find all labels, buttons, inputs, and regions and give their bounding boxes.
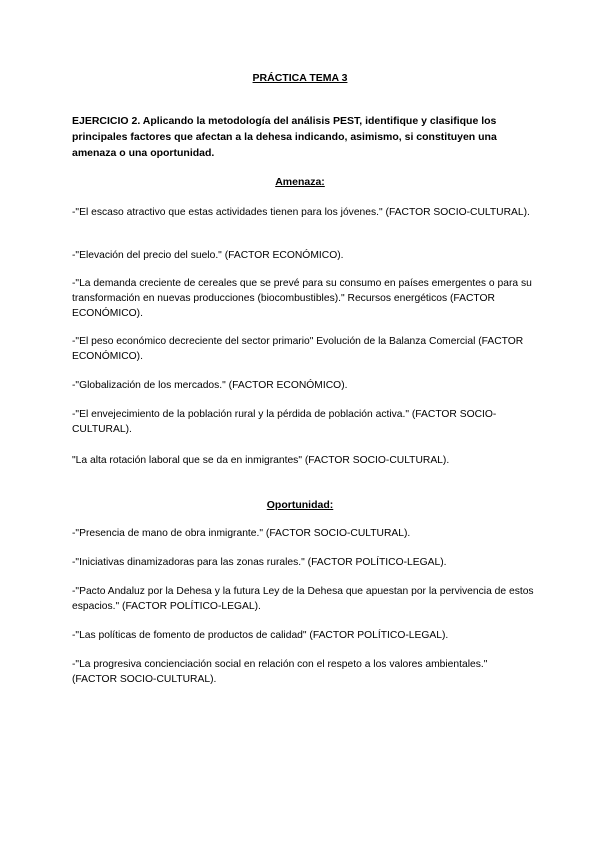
opportunities-heading: Oportunidad: bbox=[266, 499, 334, 511]
threat-item: -"Elevación del precio del suelo." (FACTOR ECONÓMICO). bbox=[72, 250, 344, 261]
threat-item: -"El peso económico decreciente del sector primario" Evolución de la Balanza Comercial (FACTOR ECONÓMICO). bbox=[72, 336, 524, 362]
document-title: PRÁCTICA TEMA 3 bbox=[252, 72, 348, 84]
threat-item: -"Globalización de los mercados." (FACTOR ECONÓMICO). bbox=[72, 380, 348, 391]
opportunity-item: -"Las políticas de fomento de productos de calidad" (FACTOR POLÍTICO-LEGAL). bbox=[72, 630, 449, 641]
exercise-statement: EJERCICIO 2. Aplicando la metodología del análisis PEST, identifique y clasifique los principales factores que afectan a la dehesa indicando, asimismo, si constituyen una amenaza o una oportunidad. bbox=[72, 115, 497, 159]
threat-item: -"El envejecimiento de la población rural y la pérdida de población activa." (FACTOR SOCIO-CULTURAL). bbox=[72, 409, 497, 435]
threats-heading: Amenaza: bbox=[275, 176, 325, 188]
threat-item: -"El escaso atractivo que estas actividades tienen para los jóvenes." (FACTOR SOCIO-CULTURAL). bbox=[72, 207, 530, 218]
threat-item: "La alta rotación laboral que se da en inmigrantes" (FACTOR SOCIO-CULTURAL). bbox=[72, 455, 450, 466]
opportunity-item: -"Pacto Andaluz por la Dehesa y la futura Ley de la Dehesa que apuestan por la pervivencia de estos espacios." (FACTOR POLÍTICO-LEGAL). bbox=[72, 586, 534, 612]
opportunity-item: -"Presencia de mano de obra inmigrante." (FACTOR SOCIO-CULTURAL). bbox=[72, 528, 411, 539]
opportunity-item: -"Iniciativas dinamizadoras para las zonas rurales." (FACTOR POLÍTICO-LEGAL). bbox=[72, 557, 447, 568]
threat-item: -"La demanda creciente de cereales que se prevé para su consumo en países emergentes o para su transformación en nuevas producciones (biocombustibles)." Recursos energéticos (FACTOR ECONÓMICO). bbox=[72, 278, 532, 319]
opportunity-item: -"La progresiva concienciación social en relación con el respeto a los valores ambientales." (FACTOR SOCIO-CULTURAL). bbox=[72, 659, 488, 685]
